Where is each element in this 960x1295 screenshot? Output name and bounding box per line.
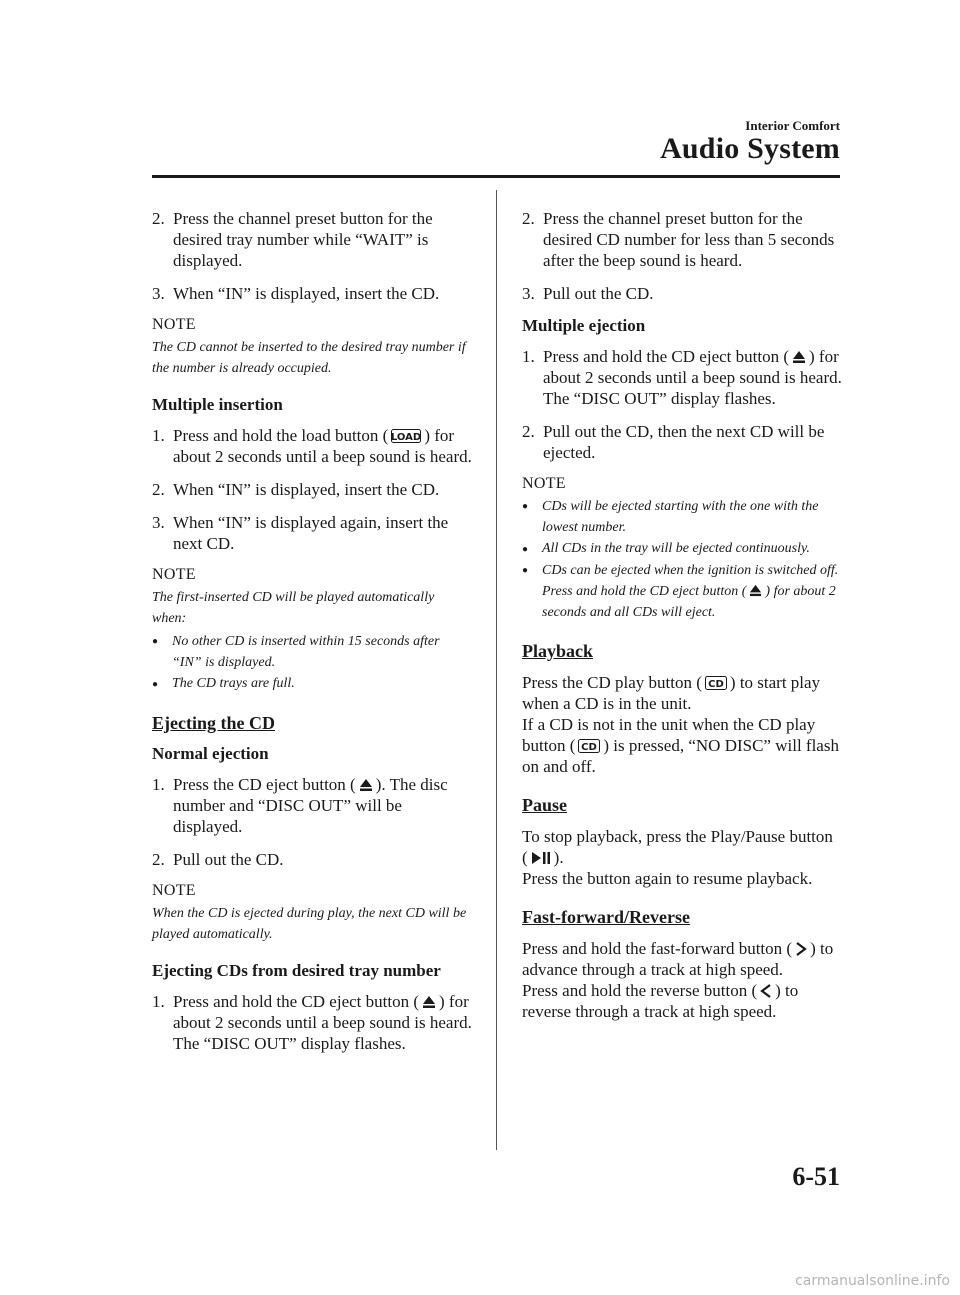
note-list: [522, 496, 842, 623]
note-label: NOTE: [152, 881, 196, 899]
desired-tray-heading: Ejecting CDs from desired tray number: [152, 960, 441, 980]
step: 2. When “IN” is displayed, insert the CD.: [152, 480, 440, 499]
reverse-text: Press and hold the reverse button ( ) to reverse through a track at high speed.: [522, 980, 799, 1021]
cd-play-icon: [578, 739, 600, 753]
header-rule: [152, 175, 840, 178]
play-pause-icon: [531, 851, 551, 865]
note-item: ● CDs will be ejected starting with the one with the lowest number.: [522, 496, 842, 538]
bullet-icon: ●: [152, 678, 159, 690]
cd-play-icon: [705, 676, 727, 690]
step: 2. Press the channel preset button for the desired tray number while “WAIT” is displayed.: [152, 209, 433, 270]
chapter-label: Interior Comfort: [745, 118, 840, 133]
bullet-icon: ●: [522, 543, 529, 555]
note-label: NOTE: [152, 566, 196, 583]
load-icon-label: LOAD: [391, 432, 422, 443]
bullet-icon: ●: [522, 564, 529, 576]
note-label: NOTE: [522, 475, 566, 492]
page-number: 6-51: [792, 1162, 840, 1191]
column-divider: [496, 190, 497, 1150]
eject-icon: [359, 778, 373, 792]
multiple-insertion-heading: Multiple insertion: [152, 395, 283, 414]
note-intro: The first-inserted CD will be played automatically when:: [152, 590, 435, 626]
step: 1. Press the CD eject button ( ). The disc number and “DISC OUT” will be displayed.: [152, 774, 448, 836]
eject-icon: [422, 995, 436, 1009]
step: 2. Press the channel preset button for the desired CD number for less than 5 seconds after the beep sound is heard.: [522, 209, 835, 270]
note-text: When the CD is ejected during play, the next CD will be played automatically.: [152, 905, 467, 942]
note-item: ● All CDs in the tray will be ejected continuously.: [522, 538, 842, 559]
step: 1. Press and hold the CD eject button ( ) for about 2 seconds until a beep sound is heard. The “DISC OUT” display flashes.: [152, 991, 472, 1053]
pause-text: To stop playback, press the Play/Pause button ( ).: [522, 826, 833, 867]
watermark: carmanualsonline.info: [795, 1273, 950, 1289]
pause-heading: Pause: [522, 794, 567, 815]
fast-forward-text: Press and hold the fast-forward button ( ) to advance through a track at high speed.: [522, 938, 834, 979]
multiple-ejection-heading: Multiple ejection: [522, 316, 646, 335]
pause-text: Press the button again to resume playback.: [522, 868, 813, 888]
step: 1. Press and hold the CD eject button ( ) for about 2 seconds until a beep sound is heard. The “DISC OUT” display flashes.: [522, 347, 842, 408]
ejecting-heading: Ejecting the CD: [152, 712, 275, 733]
playback-text: Press the CD play button ( CD ) to start play when a CD is in the unit.: [522, 672, 821, 713]
step: 1. Press and hold the load button ( LOAD ) for about 2 seconds until a beep sound is heard.: [152, 426, 472, 466]
note-label: NOTE: [152, 316, 196, 333]
fast-forward-reverse-heading: Fast-forward/Reverse: [522, 906, 690, 927]
step: 3. When “IN” is displayed again, insert the next CD.: [152, 513, 449, 553]
normal-ejection-heading: Normal ejection: [152, 743, 269, 763]
bullet-icon: ●: [522, 501, 529, 513]
note-item: ● No other CD is inserted within 15 seconds after “IN” is displayed.: [152, 631, 472, 673]
bullet-icon: ●: [152, 636, 159, 648]
page-title: Audio System: [660, 132, 840, 165]
cd-icon-label: CD: [581, 741, 598, 753]
fast-forward-icon: [795, 942, 807, 956]
note-item: ● CDs can be ejected when the ignition is switched off. Press and hold the CD eject button ( ) for about 2 seconds and all CDs will eject.: [522, 560, 842, 623]
playback-text: If a CD is not in the unit when the CD play button ( CD ) is pressed, “NO DISC” will flash on and off.: [522, 714, 839, 776]
right-column: [522, 208, 842, 1034]
cd-icon-label: CD: [708, 678, 724, 690]
eject-icon: [792, 350, 806, 364]
step: 3. When “IN” is displayed, insert the CD.: [152, 284, 440, 303]
note-list: [152, 631, 472, 695]
load-button-icon: [391, 429, 421, 443]
step: 2. Pull out the CD.: [152, 849, 284, 869]
step: 2. Pull out the CD, then the next CD will be ejected.: [522, 422, 825, 462]
note-text: The CD cannot be inserted to the desired tray number if the number is already occupied.: [152, 340, 466, 376]
note-item: ● The CD trays are full.: [152, 673, 472, 694]
eject-icon: [749, 584, 762, 597]
playback-heading: Playback: [522, 640, 594, 661]
step: 3. Pull out the CD.: [522, 284, 654, 303]
left-column: [152, 208, 472, 1066]
reverse-icon: [760, 984, 772, 998]
